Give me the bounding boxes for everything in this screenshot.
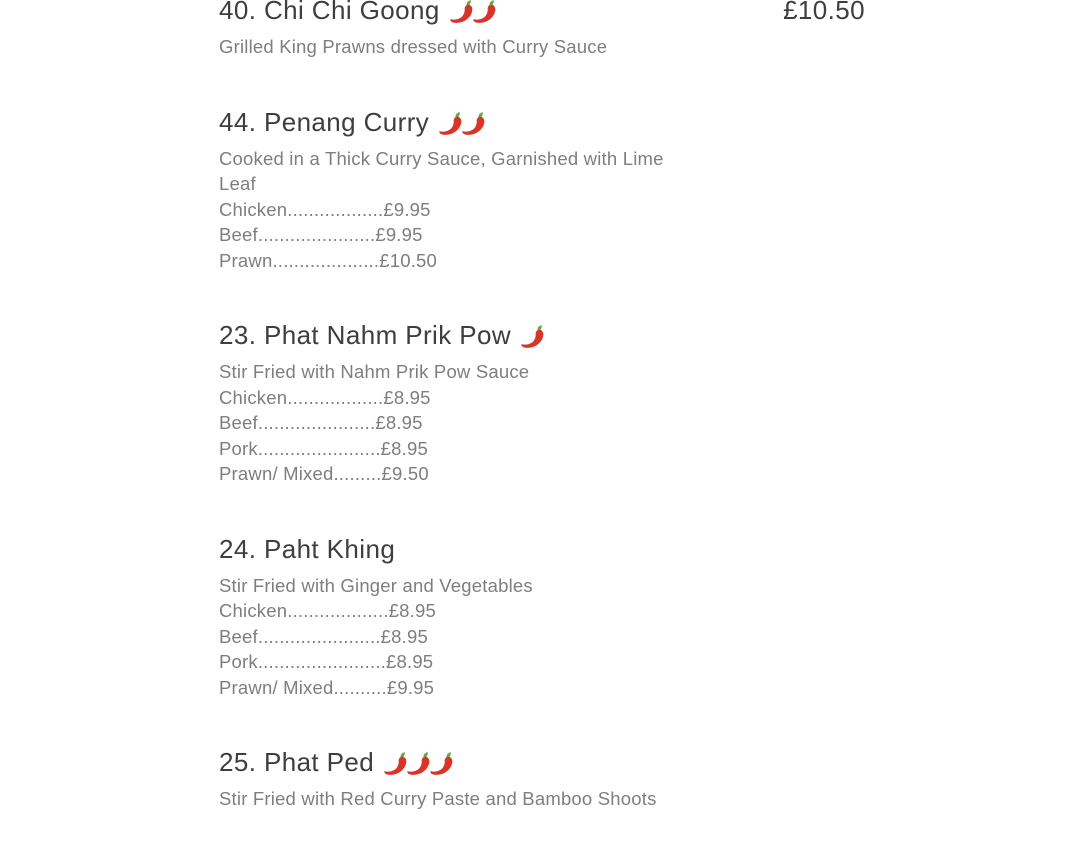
menu-section <box>219 0 865 859</box>
menu-item-title: 40. Chi Chi Goong <box>219 0 440 25</box>
menu-item-title: 24. Paht Khing <box>219 533 396 564</box>
menu-item-header <box>219 0 865 25</box>
menu-item-title-row <box>219 0 495 25</box>
menu-item <box>219 107 865 274</box>
menu-item-title-row <box>219 107 484 137</box>
option-price-line: Beef......................£9.95 <box>219 224 423 245</box>
menu-item-options <box>219 385 865 487</box>
menu-item-price: £10.50 <box>783 0 865 25</box>
menu-item-options <box>219 598 865 700</box>
menu-item <box>219 534 865 701</box>
option-price-line: Prawn/ Mixed..........£9.95 <box>219 676 435 698</box>
chili-rating <box>449 0 495 25</box>
menu-item-description: Stir Fried with Nahm Prik Pow Sauce <box>219 361 530 382</box>
chili-icon <box>429 751 455 777</box>
menu-item-title-row <box>219 320 543 350</box>
menu-item-header <box>219 107 865 137</box>
chili-rating <box>520 324 543 350</box>
menu-item-title-row <box>219 534 395 564</box>
menu-item-title: 23. Phat Nahm Prik Pow <box>219 320 512 350</box>
chili-rating <box>383 751 452 777</box>
menu-item-title: 25. Phat Ped <box>219 747 375 777</box>
menu-item-description: Stir Fried with Red Curry Paste and Bamboo Shoots <box>219 788 657 809</box>
option-price-line: Chicken..................£8.95 <box>219 386 431 408</box>
menu-item <box>219 747 865 812</box>
chili-rating <box>438 111 484 137</box>
option-price-line: Chicken..................£9.95 <box>219 198 431 220</box>
menu-item-description: Stir Fried with Ginger and Vegetables <box>219 574 533 596</box>
option-price-line: Beef......................£8.95 <box>219 412 423 433</box>
menu-item-description: Cooked in a Thick Curry Sauce, Garnished with Lime Leaf <box>219 147 664 194</box>
option-price-line: Beef.......................£8.95 <box>219 625 428 647</box>
option-price-line: Prawn....................£10.50 <box>219 249 438 271</box>
option-price-line: Prawn/ Mixed.........£9.50 <box>219 463 429 484</box>
menu-item <box>219 320 865 487</box>
option-price-line: Pork.......................£8.95 <box>219 437 428 459</box>
menu-item-options <box>219 197 865 274</box>
menu-item-header <box>219 534 865 564</box>
menu-item <box>219 0 865 60</box>
menu-item-header <box>219 747 865 777</box>
chili-icon <box>461 111 487 137</box>
menu-item-header <box>219 320 865 350</box>
menu-item-title: 44. Penang Curry <box>219 106 430 137</box>
option-price-line: Chicken...................£8.95 <box>219 600 436 621</box>
menu-item-description: Grilled King Prawns dressed with Curry Sauce <box>219 36 608 57</box>
chili-icon <box>472 0 498 25</box>
option-price-line: Pork........................£8.95 <box>219 651 434 672</box>
chili-icon <box>520 324 546 350</box>
menu-item-title-row <box>219 747 452 777</box>
